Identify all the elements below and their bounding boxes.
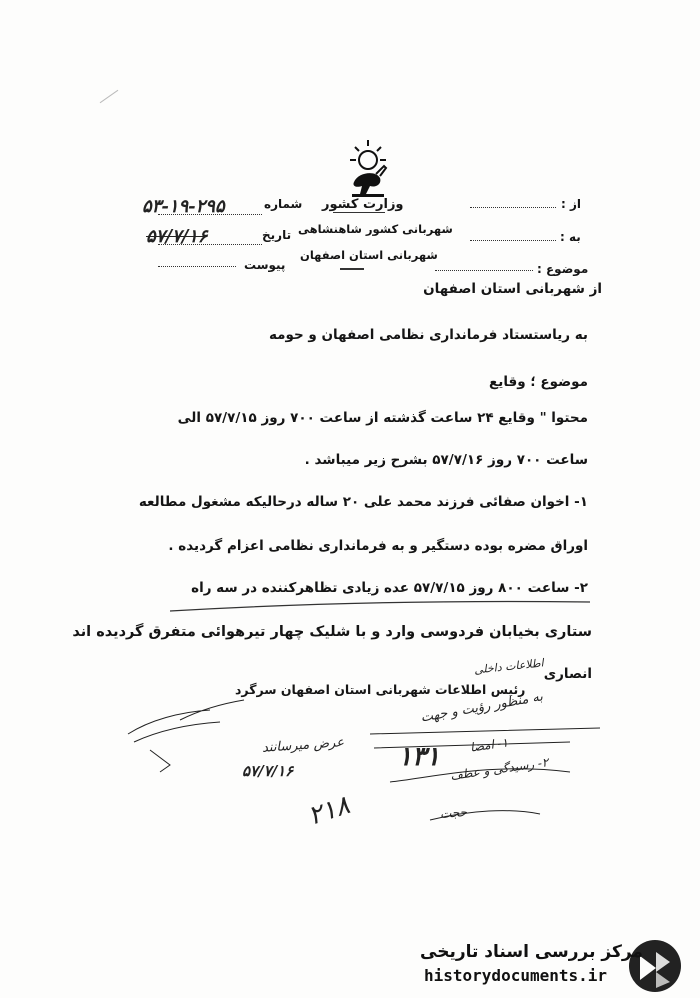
signature-title: رئیس اطلاعات شهربانی استان اصفهان سرگرد bbox=[235, 682, 526, 697]
attachment-field bbox=[158, 266, 236, 267]
footer-url[interactable]: historydocuments.ir bbox=[424, 966, 608, 985]
to-field bbox=[470, 240, 556, 241]
from-line: از شهربانی استان اصفهان bbox=[423, 281, 602, 297]
from-label: از : bbox=[561, 197, 581, 211]
content-line-1: محتوا " وقایع ۲۴ ساعت گذشته از ساعت ۷۰۰ روز ۵۷/۷/۱۵ الی bbox=[177, 410, 588, 426]
handwritten-note-2: به منظور رؤیت و جهت bbox=[419, 689, 545, 726]
subject-field bbox=[435, 270, 533, 271]
handwritten-item-a: ۱- امضا bbox=[469, 735, 509, 755]
date-label: تاریخ bbox=[262, 228, 292, 242]
handwritten-signature-strokes bbox=[120, 690, 250, 780]
scan-edge-mark bbox=[100, 90, 119, 103]
attachment-label: پیوست bbox=[244, 258, 286, 272]
date-field bbox=[158, 244, 262, 245]
handwritten-item-c: حجت bbox=[439, 804, 468, 822]
province-underline bbox=[340, 268, 364, 270]
from-field bbox=[470, 207, 556, 208]
footer-title: مرکز بررسی اسناد تاریخی bbox=[420, 942, 643, 962]
handwritten-strike-strokes bbox=[370, 722, 610, 832]
handwritten-date: ۵۷/۷/۱۶ bbox=[242, 762, 294, 780]
date-value: ۵۷/۷/۱۶ bbox=[146, 226, 208, 247]
content-line-2: ساعت ۷۰۰ روز ۵۷/۷/۱۶ بشرح زیر میباشد . bbox=[304, 452, 588, 468]
item2-line-a: ۲- ساعت ۸۰۰ روز ۵۷/۷/۱۵ عده زیادی تظاهرکننده در سه راه bbox=[191, 580, 588, 596]
handwritten-item-b: ۲- رسیدگی و عطف bbox=[449, 755, 550, 783]
subject-line: موضوع ؛ وقایع bbox=[489, 374, 588, 390]
number-label: شماره bbox=[264, 197, 303, 211]
number-field bbox=[158, 214, 262, 215]
province-title: شهربانی استان اصفهان bbox=[300, 248, 438, 262]
handwritten-underline bbox=[170, 596, 590, 616]
signature-name: انصاری bbox=[543, 666, 592, 682]
item2-line-b: ستاری بخیابان فردوسی وارد و با شلیک چهار تیرهوائی متفرق گردیده اند bbox=[72, 624, 592, 640]
ministry-title: وزارت کشور bbox=[322, 197, 404, 212]
item1-line-a: ۱- اخوان صفائی فرزند محمد علی ۲۰ ساله درحالیکه مشغول مطالعه bbox=[138, 494, 588, 510]
subject-label: موضوع : bbox=[537, 262, 589, 276]
handwritten-note-1: اطلاعات داخلی bbox=[473, 656, 545, 677]
number-value: ۵۳-۱۹-۲۹۵ bbox=[142, 196, 225, 217]
item1-line-b: اوراق مضره بوده دستگیر و به فرمانداری نظامی اعزام گردیده . bbox=[168, 538, 588, 554]
handwritten-number-2: ۲۱۸ bbox=[304, 790, 354, 832]
to-line: به ریاستستاد فرمانداری نظامی اصفهان و حومه bbox=[268, 327, 588, 343]
lion-and-sun-emblem-icon bbox=[346, 138, 390, 200]
to-label: به : bbox=[560, 230, 581, 244]
ministry-underline bbox=[333, 212, 385, 213]
handwritten-note-3: عرض میرسانند bbox=[261, 735, 345, 756]
handwritten-number-1: ۱۳۱ bbox=[398, 742, 440, 772]
municipality-title: شهربانی کشور شاهنشاهی bbox=[298, 222, 453, 236]
